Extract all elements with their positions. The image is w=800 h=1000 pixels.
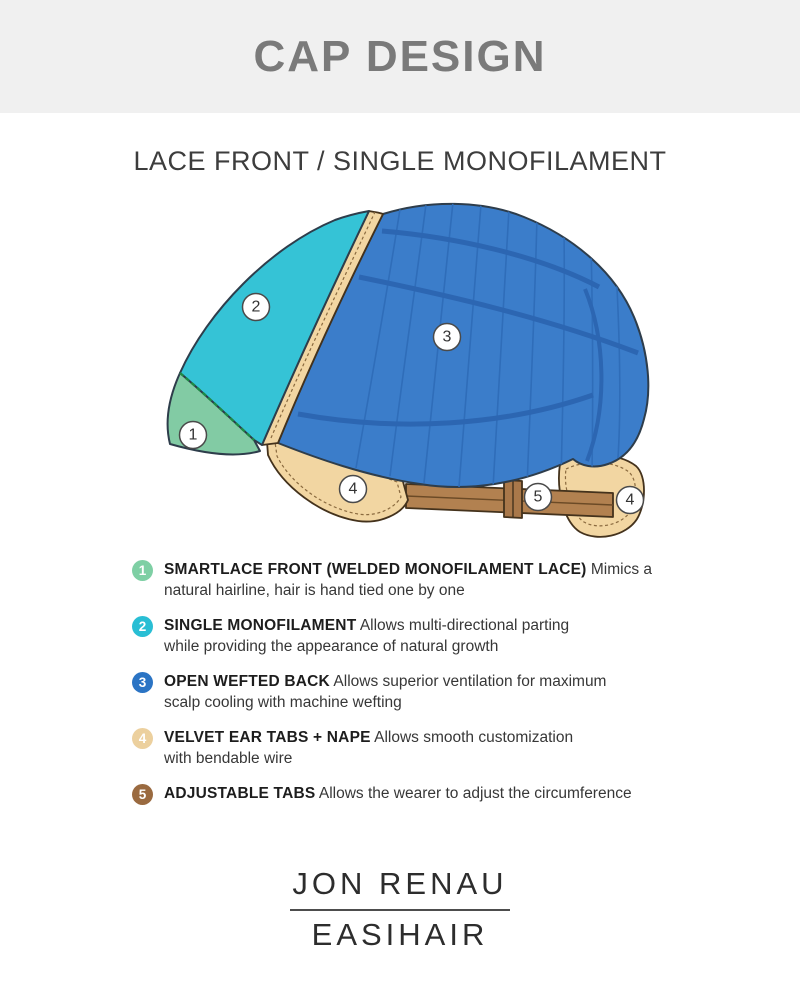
legend-item-adjustable-tabs bbox=[132, 783, 692, 805]
brand-easihair: EASIHAIR bbox=[311, 917, 489, 952]
legend-item-smartlace-front bbox=[132, 559, 692, 601]
legend-line2: while providing the appearance of natural growth bbox=[164, 638, 499, 655]
callout-1 bbox=[180, 422, 207, 449]
svg-text:2: 2 bbox=[251, 298, 261, 316]
legend-item-single-monofilament bbox=[132, 615, 692, 657]
page-title: CAP DESIGN bbox=[253, 31, 547, 81]
svg-text:5: 5 bbox=[533, 488, 543, 506]
legend-badge-5: 5 bbox=[132, 784, 153, 805]
callout-5 bbox=[525, 484, 552, 511]
legend-item-velvet-ear-tabs bbox=[132, 727, 692, 769]
legend-item-open-wefted-back bbox=[132, 671, 692, 713]
header-band bbox=[0, 0, 800, 113]
brand-logo bbox=[0, 866, 800, 953]
legend-line1: ADJUSTABLE TABS Allows the wearer to adjust the circumference bbox=[164, 785, 632, 802]
brand-jon-renau: JON RENAU bbox=[292, 866, 508, 901]
legend-line1: OPEN WEFTED BACK Allows superior ventilation for maximum bbox=[164, 673, 607, 690]
legend-badge-3: 3 bbox=[132, 672, 153, 693]
legend bbox=[132, 559, 692, 819]
svg-text:1: 1 bbox=[188, 426, 198, 444]
legend-line1: SINGLE MONOFILAMENT Allows multi-directional parting bbox=[164, 617, 570, 634]
legend-line1: VELVET EAR TABS + NAPE Allows smooth customization bbox=[164, 729, 574, 746]
svg-text:4: 4 bbox=[348, 480, 358, 498]
wig-cap-diagram bbox=[150, 192, 670, 552]
legend-badge-4: 4 bbox=[132, 728, 153, 749]
svg-text:3: 3 bbox=[442, 328, 452, 346]
legend-badge-1: 1 bbox=[132, 560, 153, 581]
callout-2 bbox=[243, 294, 270, 321]
legend-line1: SMARTLACE FRONT (WELDED MONOFILAMENT LACE) Mimics a bbox=[164, 561, 653, 578]
callout-3 bbox=[434, 324, 461, 351]
cap-style-subtitle: LACE FRONT / SINGLE MONOFILAMENT bbox=[133, 146, 667, 176]
legend-line2: scalp cooling with machine wefting bbox=[164, 694, 402, 711]
callout-4-nape bbox=[617, 487, 644, 514]
legend-line2: with bendable wire bbox=[164, 750, 293, 767]
brand-divider bbox=[290, 909, 510, 911]
legend-badge-2: 2 bbox=[132, 616, 153, 637]
callout-4-ear bbox=[340, 476, 367, 503]
legend-line2: natural hairline, hair is hand tied one by one bbox=[164, 582, 465, 599]
svg-text:4: 4 bbox=[625, 491, 635, 509]
